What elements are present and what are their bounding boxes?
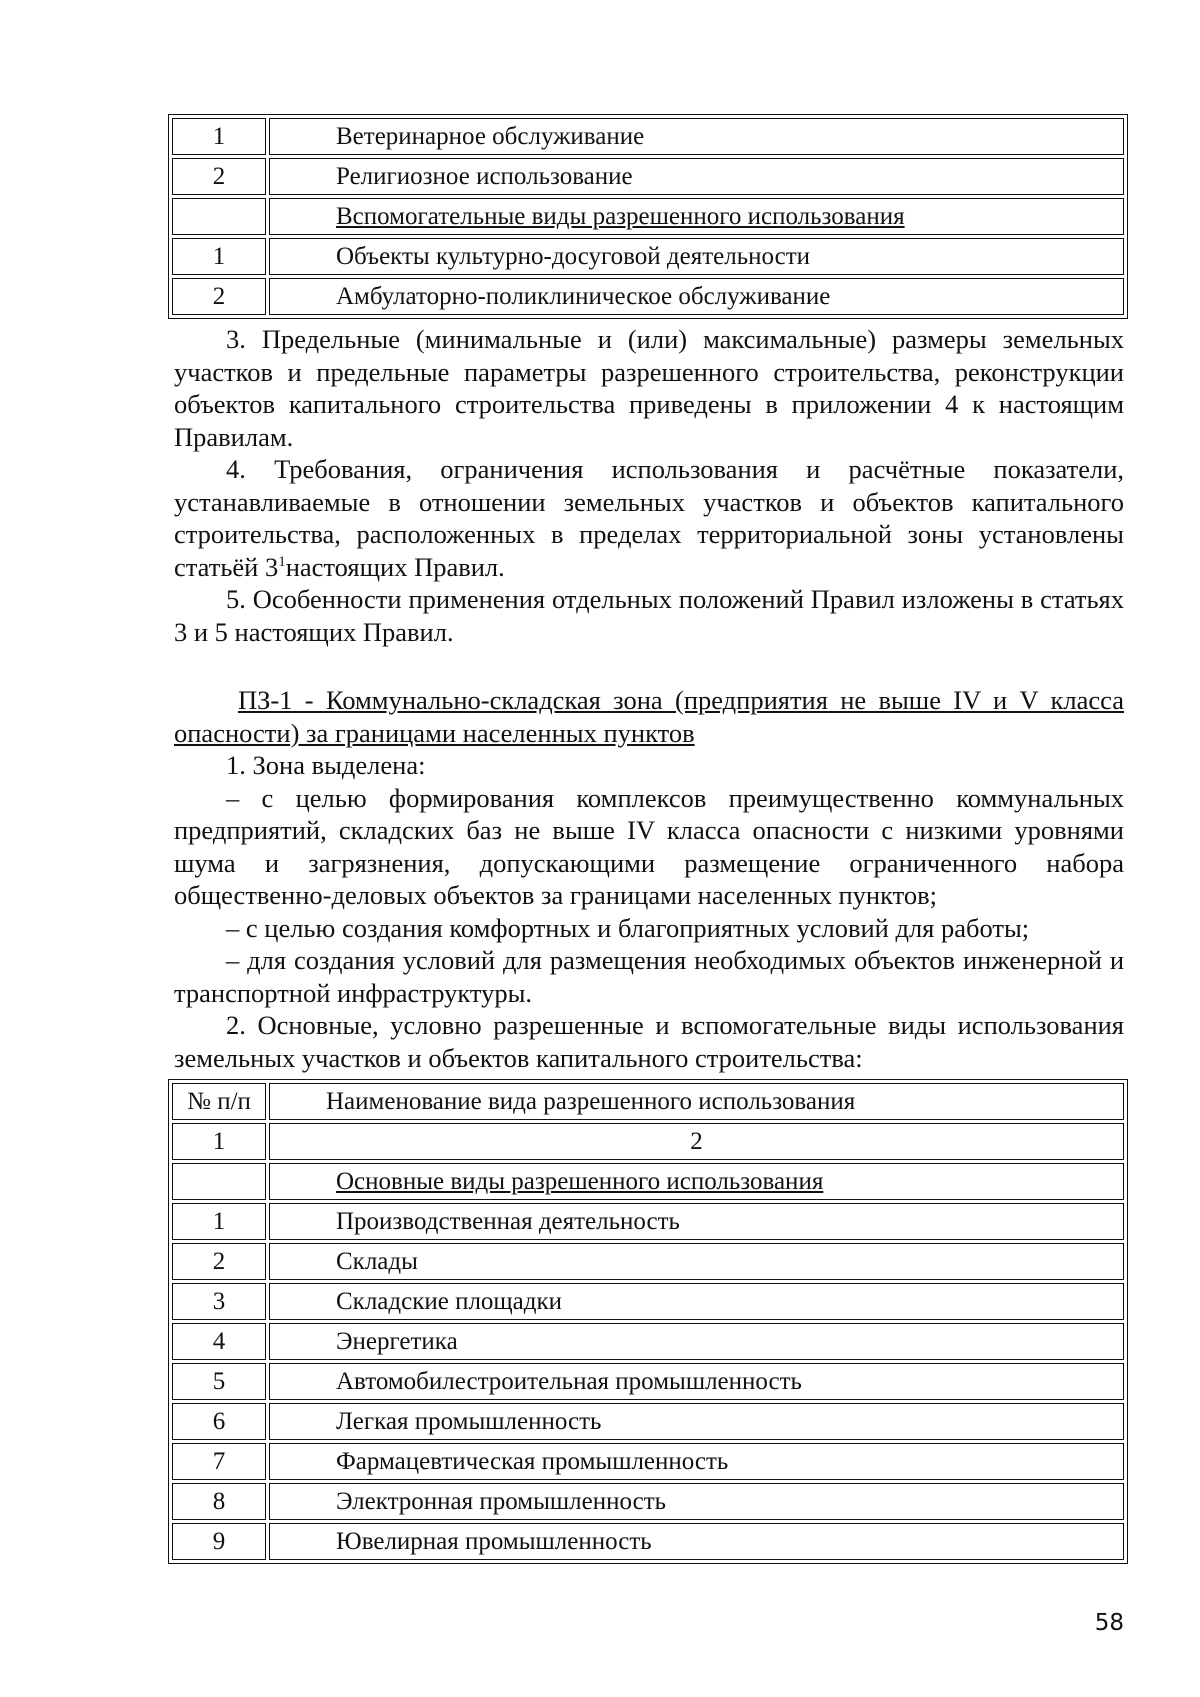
- row-number: 1: [172, 238, 266, 275]
- header-number: № п/п: [172, 1083, 266, 1120]
- table-row: [172, 238, 1124, 275]
- table-row: [172, 118, 1124, 155]
- table-row: [172, 1523, 1124, 1560]
- use-name: Амбулаторно-поликлиническое обслуживание: [269, 278, 1124, 315]
- row-number: 7: [172, 1443, 266, 1480]
- row-number: 2: [172, 158, 266, 195]
- row-number: 2: [172, 278, 266, 315]
- table-row: [172, 1243, 1124, 1280]
- use-name: Фармацевтическая промышленность: [269, 1443, 1124, 1480]
- row-number: [172, 1163, 266, 1200]
- column-number: 1: [172, 1123, 266, 1160]
- table-section-row: [172, 198, 1124, 235]
- use-name: Ветеринарное обслуживание: [269, 118, 1124, 155]
- zone-item-2: 2. Основные, условно разрешенные и вспомогательные виды использования земельных участков и объектов капитального строительства:: [174, 1010, 1124, 1073]
- permitted-use-table: [168, 1079, 1128, 1564]
- table-row: [172, 1323, 1124, 1360]
- use-name: Складские площадки: [269, 1283, 1124, 1320]
- paragraph-5: 5. Особенности применения отдельных положений Правил изложены в статьях 3 и 5 настоящих Правил.: [174, 584, 1124, 647]
- row-number: 1: [172, 1203, 266, 1240]
- row-number: 4: [172, 1323, 266, 1360]
- use-name: Склады: [269, 1243, 1124, 1280]
- use-name: Производственная деятельность: [269, 1203, 1124, 1240]
- use-name: Автомобилестроительная промышленность: [269, 1363, 1124, 1400]
- use-name: Религиозное использование: [269, 158, 1124, 195]
- table-row: [172, 1443, 1124, 1480]
- use-name: Объекты культурно-досуговой деятельности: [269, 238, 1124, 275]
- table-header-row: [172, 1083, 1124, 1120]
- table-row: [172, 1403, 1124, 1440]
- section-title: Вспомогательные виды разрешенного использования: [269, 198, 1124, 235]
- permitted-use-table-continued: [168, 114, 1128, 319]
- row-number: 5: [172, 1363, 266, 1400]
- row-number: 2: [172, 1243, 266, 1280]
- table-row: [172, 158, 1124, 195]
- header-name: Наименование вида разрешенного использования: [269, 1083, 1124, 1120]
- column-number: 2: [269, 1123, 1124, 1160]
- row-number: 8: [172, 1483, 266, 1520]
- body-text: [174, 323, 1124, 648]
- zone-bullet: – с целью создания комфортных и благоприятных условий для работы;: [226, 912, 1030, 943]
- paragraph-4: 4. Требования, ограничения использования и расчётные показатели, устанавливаемые в отношении земельных участков и объектов капитального строительства, расположенных в пределах территориальной зоны установлены статьёй $3^1настоящих$ Правил.: [174, 454, 1124, 582]
- use-name: Ювелирная промышленность: [269, 1523, 1124, 1560]
- use-name: Энергетика: [269, 1323, 1124, 1360]
- zone-section: [174, 684, 1124, 1074]
- table-row: [172, 278, 1124, 315]
- table-row: [172, 1283, 1124, 1320]
- use-name: Электронная промышленность: [269, 1483, 1124, 1520]
- row-number: 9: [172, 1523, 266, 1560]
- table-row: [172, 1203, 1124, 1240]
- page-number: 58: [1094, 1610, 1124, 1636]
- row-number: 3: [172, 1283, 266, 1320]
- zone-bullet: – для создания условий для размещения необходимых объектов инженерной и транспортной инфраструктуры.: [174, 945, 1124, 1008]
- table-row: [172, 1483, 1124, 1520]
- zone-item-1: 1. Зона выделена:: [226, 750, 426, 780]
- table-section-row: [172, 1163, 1124, 1200]
- row-number: 6: [172, 1403, 266, 1440]
- row-number: [172, 198, 266, 235]
- zone-bullet: – с целью формирования комплексов преимущественно коммунальных предприятий, складских баз не выше IV класса опасности с низкими уровнями шума и загрязнения, допускающими размещение ограниченного набора общественно-деловых объектов за границами населенных пунктов;: [174, 782, 1124, 910]
- paragraph-3: 3. Предельные (минимальные и (или) максимальные) размеры земельных участков и предельные параметры разрешенного строительства, реконструкции объектов капитального строительства приведены в приложении 4 к настоящим Правилам.: [174, 324, 1124, 452]
- use-name: Легкая промышленность: [269, 1403, 1124, 1440]
- column-number-row: [172, 1123, 1124, 1160]
- superscript: 1: [278, 553, 286, 570]
- row-number: 1: [172, 118, 266, 155]
- table-row: [172, 1363, 1124, 1400]
- section-title: Основные виды разрешенного использования: [269, 1163, 1124, 1200]
- zone-heading: ПЗ-1 - Коммунально-складская зона (предприятия не выше IV и V класса опасности) за границами населенных пунктов: [174, 685, 1124, 748]
